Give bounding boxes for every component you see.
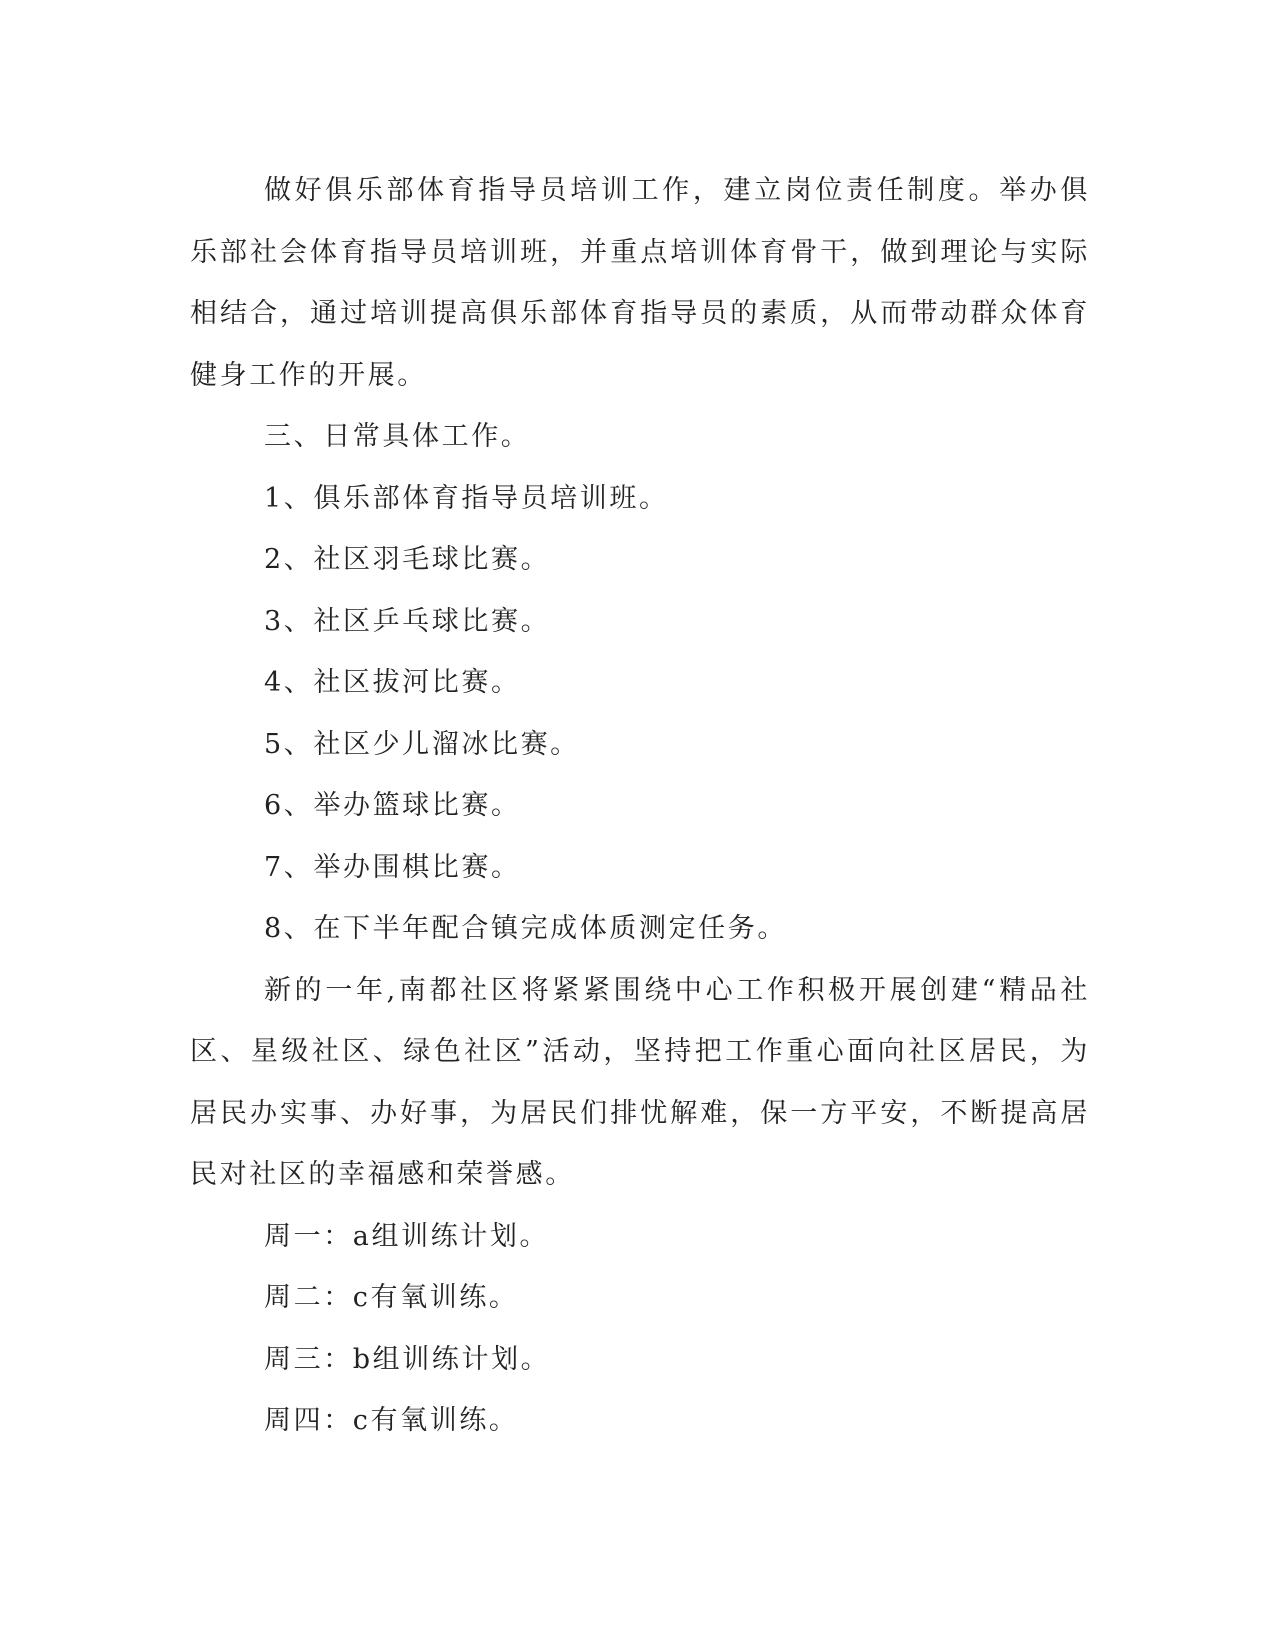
list-item: 6、举办篮球比赛。 — [264, 790, 521, 821]
paragraph-training-overview: 做好俱乐部体育指导员培训工作，建立岗位责任制度。举办俱乐部社会体育指导员培训班，并重点培训体育骨干，做到理论与实际相结合，通过培训提高俱乐部体育指导员的素质，从而带动群众体育健身工作的开展。 — [190, 175, 1090, 391]
list-item: 8、在下半年配合镇完成体质测定任务。 — [264, 913, 787, 944]
list-item: 1、俱乐部体育指导员培训班。 — [264, 482, 669, 514]
schedule-item-tuesday: 周二：c有氧训练。 — [264, 1282, 519, 1313]
schedule-item-monday: 周一：a组训练计划。 — [264, 1220, 550, 1252]
schedule-item-thursday: 周四：c有氧训练。 — [264, 1405, 519, 1436]
list-item: 2、社区羽毛球比赛。 — [264, 544, 551, 575]
section-heading-daily-work: 三、日常具体工作。 — [264, 421, 531, 452]
list-item: 7、举办围棋比赛。 — [264, 851, 521, 883]
list-item: 4、社区拔河比赛。 — [264, 667, 521, 698]
document-body — [190, 160, 1090, 1452]
paragraph-new-year-plan: 新的一年,南都社区将紧紧围绕中心工作积极开展创建“精品社区、星级社区、绿色社区”活动，坚持把工作重心面向社区居民，为居民办实事、办好事，为居民们排忧解难，保一方平安，不断提高居民对社区的幸福感和荣誉感。 — [190, 974, 1090, 1190]
schedule-item-wednesday: 周三：b组训练计划。 — [264, 1343, 551, 1375]
list-item: 3、社区乒乓球比赛。 — [264, 605, 551, 637]
list-item: 5、社区少儿溜冰比赛。 — [264, 728, 580, 760]
